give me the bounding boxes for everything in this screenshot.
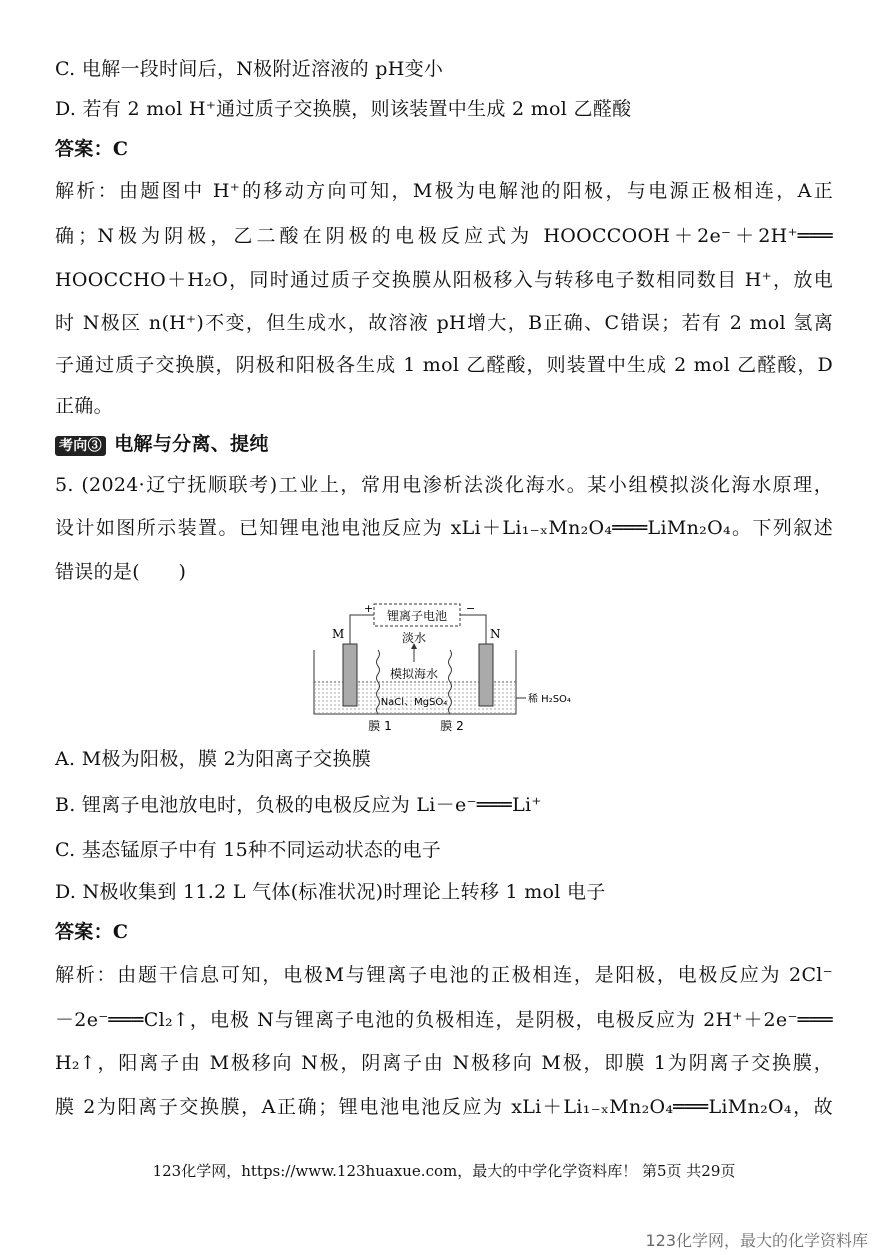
minus-sign: − — [466, 602, 476, 615]
explanation-2-line-2: －2e⁻═══Cl₂↑，电极 N与锂离子电池的负极相连，是阴极，电极反应为 2H⁺＋2e⁻═══ — [55, 1009, 833, 1031]
question-5-line-2: 设计如图所示装置。已知锂电池电池反应为 xLi＋Li₁₋ₓMn₂O₄═══LiMn₂O₄。下列叙述 — [55, 517, 833, 539]
explanation-1-line-4: 时 N极区 n(H⁺)不变，但生成水，故溶液 pH增大，B正确、C错误；若有 2 mol 氢离 — [55, 312, 833, 334]
salt-label: NaCl、MgSO₄ — [380, 697, 448, 708]
explanation-1-line-3: HOOCCHO＋H₂O，同时通过质子交换膜从阳极移入与转移电子数相同数目 H⁺，放电 — [55, 269, 833, 291]
explanation-1-line-1: 解析：由题图中 H⁺的移动方向可知，M极为电解池的阳极，与电源正极相连，A正 — [55, 180, 833, 202]
membrane-1-label: 膜 1 — [368, 719, 392, 733]
electrodialysis-figure — [310, 600, 590, 740]
explanation-1-line-2: 确；N极为阴极，乙二酸在阴极的电极反应式为 HOOCCOOH＋2e⁻＋2H⁺═══ — [55, 225, 833, 247]
option-c: C. 基态锰原子中有 15种不同运动状态的电子 — [55, 839, 442, 861]
option-d: D. N极收集到 11.2 L 气体(标准状况)时理论上转移 1 mol 电子 — [55, 881, 606, 903]
explanation-2-line-1: 解析：由题干信息可知，电极M与锂离子电池的正极相连，是阳极，电极反应为 2Cl⁻ — [55, 964, 833, 986]
membrane-2-label: 膜 2 — [440, 719, 464, 733]
electrode-n-label: N — [490, 627, 501, 641]
apparatus-diagram — [310, 600, 590, 736]
wire-right — [460, 615, 486, 644]
fresh-water-label: 淡水 — [401, 631, 427, 645]
electrode-m-label: M — [332, 627, 345, 641]
explanation-2-line-3: H₂↑，阳离子由 M极移向 N极，阴离子由 N极移向 M极，即膜 1为阴离子交换膜， — [55, 1052, 833, 1074]
plus-sign: + — [364, 602, 374, 615]
page-footer: 123化学网，https://www.123huaxue.com，最大的中学化学资料库！ 第5页 共29页 — [152, 1162, 736, 1180]
explanation-1-line-5: 子通过质子交换膜，阴极和阳极各生成 1 mol 乙醛酸，则装置中生成 2 mol 乙醛酸，D — [55, 354, 833, 376]
electrode-m — [343, 644, 357, 706]
section-heading — [55, 432, 269, 456]
option-a: A. M极为阳极，膜 2为阳离子交换膜 — [55, 748, 372, 770]
watermark: 123化学网，最大的化学资料库 — [645, 1231, 868, 1250]
wire-left — [350, 615, 374, 644]
explanation-1-line-6: 正确。 — [55, 395, 113, 417]
section-title: 电解与分离、提纯 — [114, 433, 269, 455]
battery-label: 锂离子电池 — [386, 609, 448, 623]
electrode-n — [479, 644, 493, 706]
question-5-line-1: 5. (2024·辽宁抚顺联考)工业上，常用电渗析法淡化海水。某小组模拟淡化海水原理， — [55, 474, 833, 496]
acid-label: 稀 H₂SO₄ — [528, 694, 571, 705]
answer-1: 答案：C — [55, 138, 129, 160]
answer-2: 答案：C — [55, 921, 129, 943]
question-5-line-3: 错误的是( ) — [55, 561, 187, 583]
explanation-2-line-4: 膜 2为阳离子交换膜，A正确；锂电池电池反应为 xLi＋Li₁₋ₓMn₂O₄═══LiMn₂O₄，故 — [55, 1096, 833, 1118]
line-option-c-prev: C. 电解一段时间后，N极附近溶液的 pH变小 — [55, 58, 444, 80]
section-tag: 考向③ — [55, 436, 106, 456]
option-b: B. 锂离子电池放电时，负极的电极反应为 Li－e⁻═══Li⁺ — [55, 794, 542, 816]
sea-water-label: 模拟海水 — [389, 667, 439, 681]
line-option-d-prev: D. 若有 2 mol H⁺通过质子交换膜，则该装置中生成 2 mol 乙醛酸 — [55, 98, 632, 120]
